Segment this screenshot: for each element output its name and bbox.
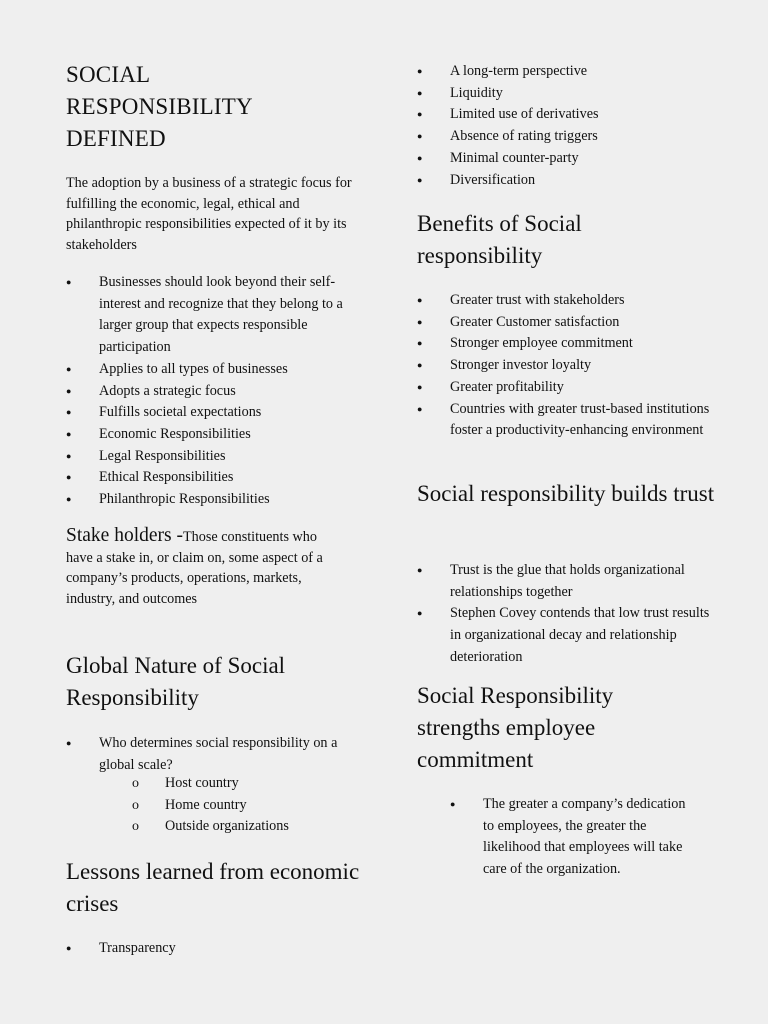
list-item: ● Greater Customer satisfaction (417, 312, 717, 334)
trust-heading: Social responsibility builds trust (417, 481, 715, 506)
lessons-heading: Lessons learned from economic crises (66, 859, 360, 916)
list-item: ● Ethical Responsibilities (66, 467, 356, 489)
global-bullets (66, 733, 356, 776)
definition-text: The adoption by a business of a strategic focus for fulfilling the economic, legal, ethical and philanthropic responsibilities expected of it by its stakeholders (66, 175, 352, 253)
lessons-bullets (66, 938, 356, 960)
list-item: ● Philanthropic Responsibilities (66, 489, 356, 511)
page-title: SOCIAL RESPONSIBILITY DEFINED (66, 62, 252, 151)
benefits-bullets (417, 290, 717, 442)
global-heading: Global Nature of Social Responsibility (66, 653, 286, 710)
list-item: o Host country (132, 773, 352, 795)
list-item: ● Fulfills societal expectations (66, 402, 356, 424)
list-item: ● Applies to all types of businesses (66, 359, 356, 381)
list-item: ● Diversification (417, 170, 717, 192)
definition-bullets (66, 272, 356, 511)
list-item: ● Stronger employee commitment (417, 333, 717, 355)
list-item: ● Who determines social responsibility on a global scale? (66, 733, 356, 776)
lessons-bullets-continued (417, 61, 717, 191)
list-item: o Outside organizations (132, 816, 352, 838)
trust-bullets (417, 560, 717, 669)
list-item: ● Absence of rating triggers (417, 126, 717, 148)
list-item: ● Economic Responsibilities (66, 424, 356, 446)
list-item: ● Trust is the glue that holds organizational relationships together (417, 560, 717, 603)
list-item: ● Legal Responsibilities (66, 446, 356, 468)
commitment-heading: Social Responsibility strengths employee commitment (417, 683, 614, 772)
list-item: ● Minimal counter-party (417, 148, 717, 170)
commitment-bullets (450, 794, 700, 881)
global-sub-bullets (132, 773, 352, 838)
list-item: ● Liquidity (417, 83, 717, 105)
list-item: ● Stephen Covey contends that low trust results in organizational decay and relationship deterioration (417, 603, 717, 668)
list-item: ● Countries with greater trust-based institutions foster a productivity-enhancing environment (417, 399, 717, 442)
list-item: ● Limited use of derivatives (417, 104, 717, 126)
list-item: ● Greater trust with stakeholders (417, 290, 717, 312)
benefits-heading: Benefits of Social responsibility (417, 211, 582, 268)
list-item: o Home country (132, 795, 352, 817)
stakeholders-term: Stake holders - (66, 525, 183, 546)
list-item: ● The greater a company’s dedication to employees, the greater the likelihood that employees will take care of the organization. (450, 794, 700, 881)
list-item: ● Transparency (66, 938, 356, 960)
stakeholders-definition: Those constituents who have a stake in, or claim on, some aspect of a company’s products, operations, markets, industry, and outcomes (66, 529, 323, 607)
list-item: ● Greater profitability (417, 377, 717, 399)
list-item: ● Businesses should look beyond their self-interest and recognize that they belong to a larger group that expects responsible participation (66, 272, 356, 359)
list-item: ● Stronger investor loyalty (417, 355, 717, 377)
list-item: ● Adopts a strategic focus (66, 381, 356, 403)
list-item: ● A long-term perspective (417, 61, 717, 83)
stakeholders-paragraph (66, 526, 341, 609)
